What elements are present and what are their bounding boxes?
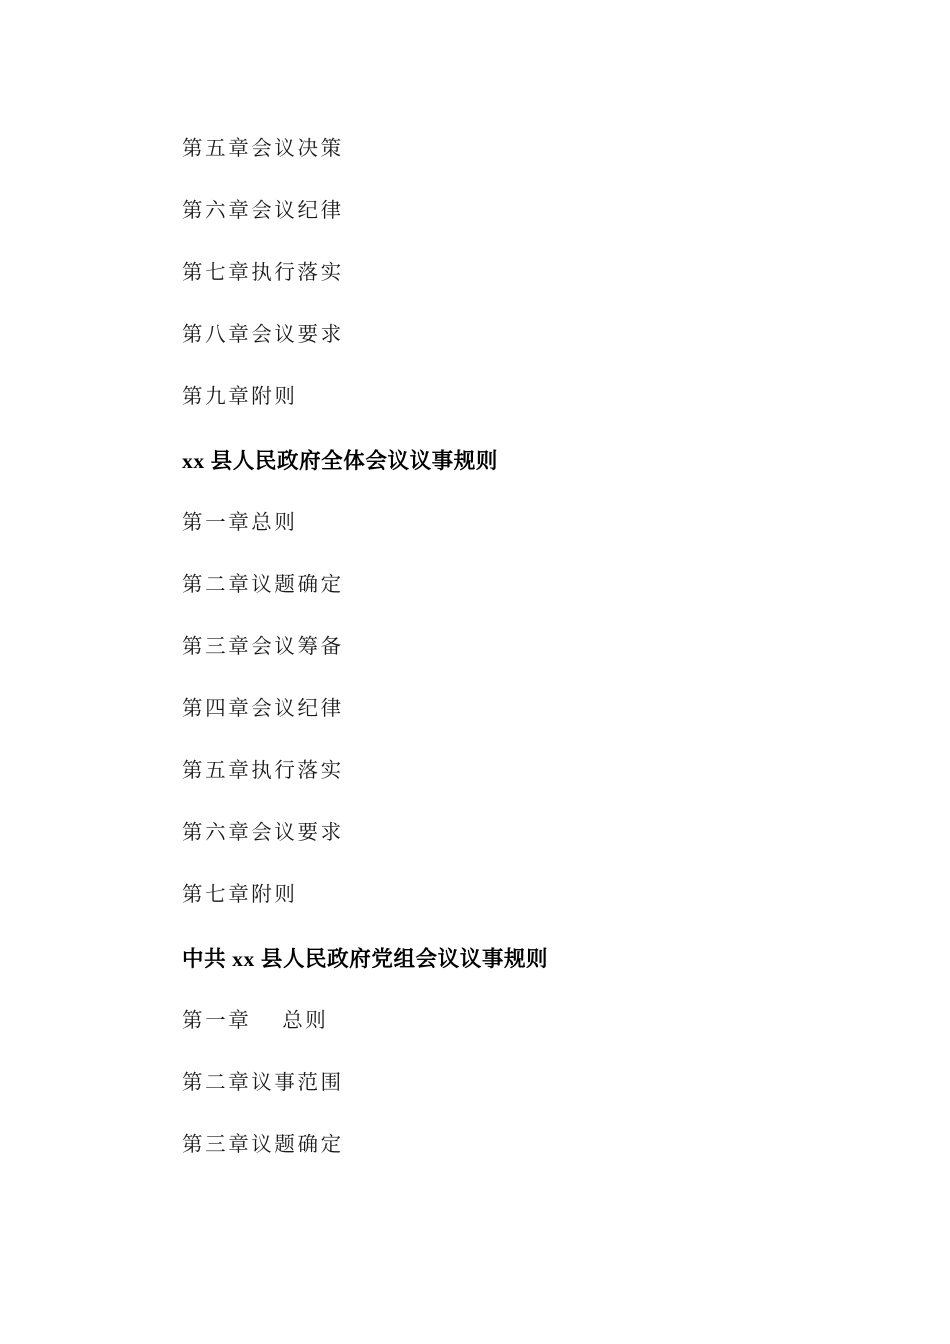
toc-entry: 第一章总则	[182, 512, 298, 534]
toc-entry: 第一章 总则	[182, 1010, 329, 1032]
toc-entry: 第八章会议要求	[182, 324, 344, 346]
document-body	[182, 118, 800, 1176]
toc-entry: 第五章会议决策	[182, 138, 344, 160]
toc-entry: 第三章会议筹备	[182, 636, 344, 658]
toc-entry: 第五章执行落实	[182, 760, 344, 782]
toc-entry: 第七章附则	[182, 884, 298, 906]
toc-entry: 第四章会议纪律	[182, 698, 344, 720]
toc-entry: 第九章附则	[182, 386, 298, 408]
toc-entry: 第二章议事范围	[182, 1072, 344, 1094]
toc-entry: 第六章会议要求	[182, 822, 344, 844]
section-heading: 中共 xx 县人民政府党组会议议事规则	[182, 947, 549, 971]
toc-entry: 第六章会议纪律	[182, 200, 344, 222]
section-heading: xx 县人民政府全体会议议事规则	[182, 449, 498, 473]
toc-entry: 第三章议题确定	[182, 1134, 344, 1156]
toc-entry: 第二章议题确定	[182, 574, 344, 596]
toc-entry: 第七章执行落实	[182, 262, 344, 284]
